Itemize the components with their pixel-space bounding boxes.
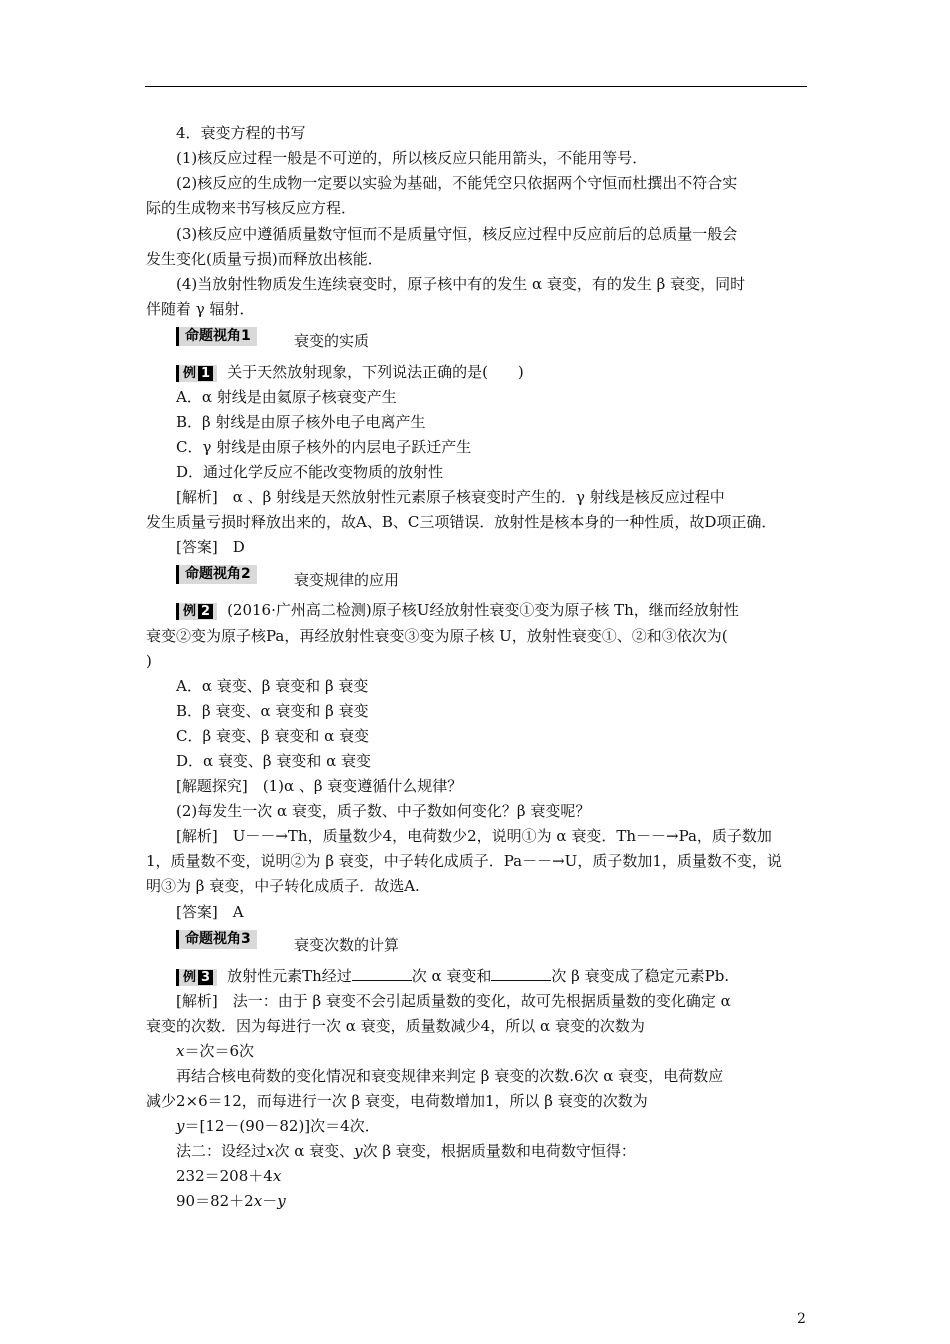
option-c: C．γ 射线是由原子核外的内层电子跃迁产生 [176,438,472,456]
section-title: 4．衰变方程的书写 [176,124,306,142]
option-d: D．通过化学反应不能改变物质的放射性 [176,463,444,481]
example-question: 例 1 关于天然放射现象，下列说法正确的是( ) [176,362,524,382]
analysis: 再结合核电荷数的变化情况和衰变规律来判定 β 衰变的次数.6次 α 衰变，电荷数应 [176,1067,724,1085]
paragraph: 际的生成物来书写核反应方程． [146,199,357,217]
explore: [解题探究] (1)α 、β 衰变遵循什么规律？ [176,777,463,795]
answer: [答案] A [176,903,244,921]
paragraph: 伴随着 γ 辐射． [146,300,255,318]
header-rule [145,86,807,87]
page-number: 2 [797,1311,806,1327]
example-badge: 例 3 [176,969,217,986]
analysis: [解析] 法一：由于 β 衰变不会引起质量数的变化，故可先根据质量数的变化确定 α [176,992,731,1010]
analysis: 发生质量亏损时释放出来的，故A、B、C三项错误．放射性是核本身的一种性质，故D项正确． [146,513,777,531]
example-question: 例 2 (2016·广州高二检测)原子核U经放射性衰变①变为原子核 Th，继而经放射性 [176,600,739,620]
example-badge: 例 2 [176,603,217,620]
angle-title: 衰变次数的计算 [294,936,400,954]
example-question: 例 3 放射性元素Th经过 次 α 衰变和 次 β 衰变成了稳定元素Pb. [176,966,729,986]
option-b: B．β 射线是由原子核外电子电离产生 [176,413,426,431]
example-badge: 例 1 [176,365,217,382]
angle-badge: 命题视角2 [176,565,257,584]
paragraph: 发生变化(质量亏损)而释放出核能． [146,250,383,268]
answer-blank[interactable] [352,966,412,981]
equation: 232＝208＋4x [176,1167,282,1185]
option-b: B．β 衰变、α 衰变和 β 衰变 [176,702,369,720]
analysis: 减少2×6＝12，而每进行一次 β 衰变，电荷数增加1，所以 β 衰变的次数为 [146,1092,648,1110]
example-question: ) [146,652,152,670]
method-two: 法二：设经过x次 α 衰变、y次 β 衰变，根据质量数和电荷数守恒得： [176,1142,636,1160]
equation: 90＝82＋2x－y [176,1192,286,1210]
option-d: D．α 衰变、β 衰变和 α 衰变 [176,752,372,770]
paragraph: (4)当放射性物质发生连续衰变时，原子核中有的发生 α 衰变，有的发生 β 衰变，同时 [176,275,746,293]
analysis: 衰变的次数．因为每进行一次 α 衰变，质量数减少4，所以 α 衰变的次数为 [146,1017,645,1035]
analysis: 1，质量数不变，说明②为 β 衰变，中子转化成质子．Pa－－→U，质子数加1，质量数不变，说 [146,852,782,870]
equation: y＝[12－(90－82)]次＝4次． [176,1117,380,1135]
angle-title: 衰变的实质 [294,332,370,350]
angle-badge: 命题视角1 [176,327,257,346]
analysis: [解析] α 、β 射线是天然放射性元素原子核衰变时产生的．γ 射线是核反应过程中 [176,488,725,506]
equation: x＝次＝6次 [176,1042,255,1060]
paragraph: (1)核反应过程一般是不可逆的，所以核反应只能用箭头，不能用等号． [176,149,648,167]
analysis: 明③为 β 衰变，中子转化成质子．故选A. [146,877,420,895]
example-question: 衰变②变为原子核Pa，再经放射性衰变③变为原子核 U，放射性衰变①、②和③依次为( [146,627,728,645]
angle-title: 衰变规律的应用 [294,571,400,589]
option-a: A．α 衰变、β 衰变和 β 衰变 [176,677,369,695]
answer: [答案] D [176,538,245,556]
explore: (2)每发生一次 α 衰变，质子数、中子数如何变化？β 衰变呢？ [176,802,591,820]
answer-blank[interactable] [491,966,551,981]
analysis: [解析] U－－→Th，质量数少4，电荷数少2，说明①为 α 衰变．Th－－→Pa，质子数加 [176,827,772,845]
paragraph: (2)核反应的生成物一定要以实验为基础，不能凭空只依据两个守恒而杜撰出不符合实 [176,174,738,192]
option-c: C．β 衰变、β 衰变和 α 衰变 [176,727,370,745]
angle-badge: 命题视角3 [176,930,257,949]
paragraph: (3)核反应中遵循质量数守恒而不是质量守恒，核反应过程中反应前后的总质量一般会 [176,225,738,243]
option-a: A．α 射线是由氦原子核衰变产生 [176,388,397,406]
